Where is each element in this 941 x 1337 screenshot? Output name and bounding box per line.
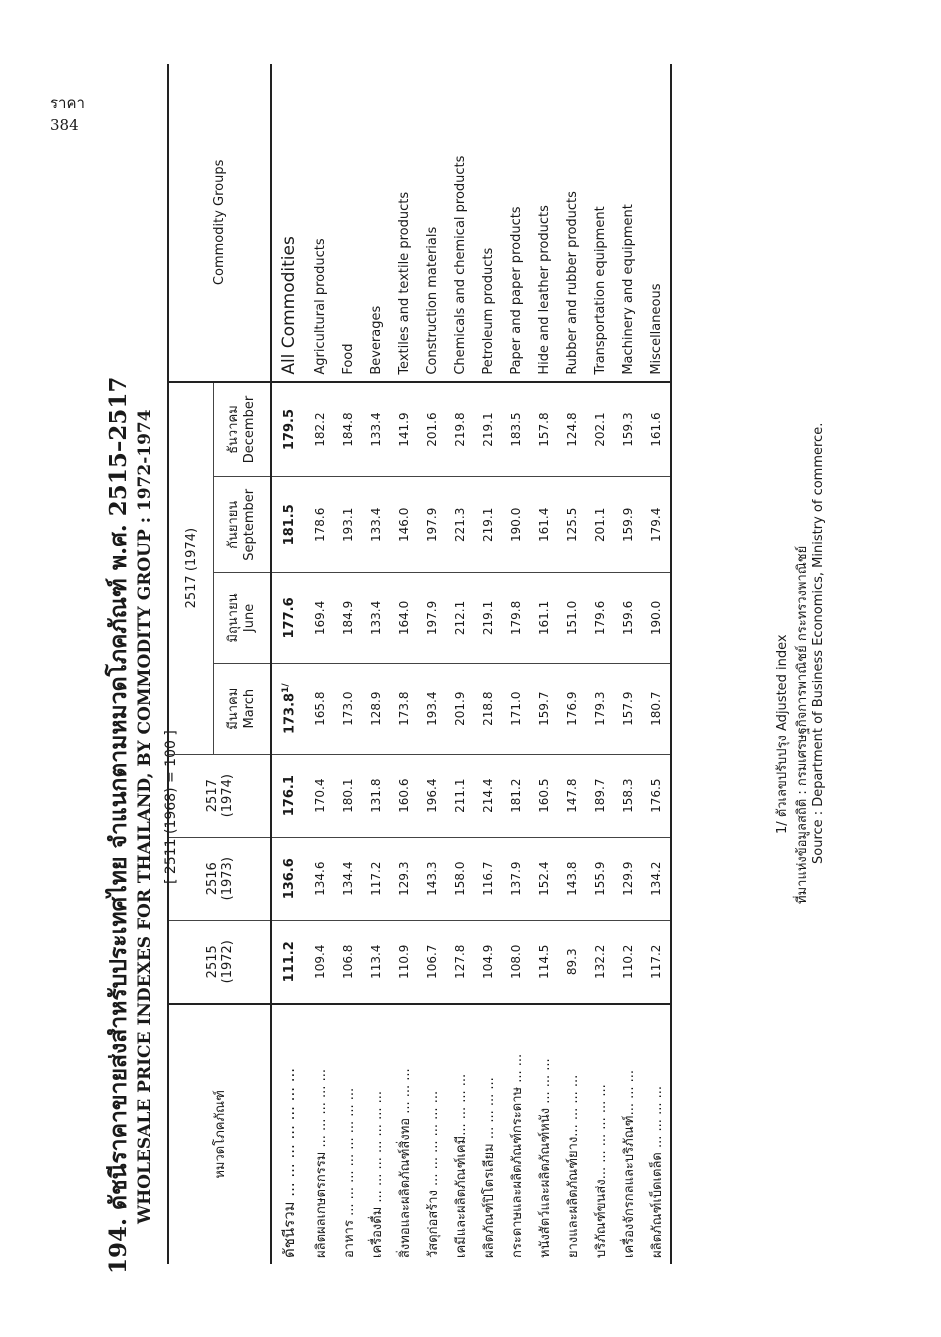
cell-2516: 143.3: [418, 837, 446, 920]
table-row: [446, 64, 474, 1264]
cell-2517: 214.4: [474, 754, 502, 837]
cell-september: 133.4: [362, 476, 390, 572]
cell-march: 157.9: [614, 663, 642, 754]
page-number: 384: [50, 116, 79, 134]
row-thai-name: กระดาษและผลิตภัณฑ์กระดาษ ... ...: [502, 1003, 530, 1263]
cell-2517: 170.4: [306, 754, 334, 837]
price-index-table: [167, 64, 672, 1264]
title-thai-text: ดัชนีราคาขายส่งสำหรับประเทศไทย จำแนกตามหมวดโภคภัณฑ์ พ.ศ. 2515–2517: [104, 376, 132, 1210]
cell-2517: 211.1: [446, 754, 474, 837]
cell-december: 157.8: [536, 411, 551, 447]
cell-2516: 134.6: [306, 837, 334, 920]
cell-2516: 116.7: [474, 837, 502, 920]
cell-march: 159.7: [530, 663, 558, 754]
cell-september: 197.9: [418, 476, 446, 572]
table-row: [586, 64, 614, 1264]
cell-2517: 160.5: [530, 754, 558, 837]
cell-2516: 129.3: [390, 837, 418, 920]
cell-september: 219.1: [474, 476, 502, 572]
cell-june: 179.8: [502, 572, 530, 663]
footnote-adjusted: 1/ ตัวเลขปรับปรุง Adjusted index: [774, 633, 790, 834]
cell-2515: 109.4: [306, 920, 334, 1004]
row-thai-name: ดัชนีรวม ... ... ... ... ... ... ...: [271, 1003, 306, 1263]
cell-2516: 136.6: [271, 837, 306, 920]
header-2517-quarters: 2517 (1974): [168, 381, 214, 753]
rotated-table-page: [71, 34, 871, 1304]
cell-2517: 176.5: [642, 754, 671, 837]
cell-june: 164.0: [390, 572, 418, 663]
cell-2516: 143.8: [558, 837, 586, 920]
cell-march: 173.0: [334, 663, 362, 754]
row-english-name: Rubber and rubber products: [558, 64, 586, 382]
row-thai-name: ยางและผลิตภัณฑ์ยาง... ... ... ...: [558, 1003, 586, 1263]
row-thai-name: เครื่องจักรกลและบริภัณฑ์... ... ...: [614, 1003, 642, 1263]
title-english: WHOLESALE PRICE INDEXES FOR THAILAND, BY COMMODITY GROUP : 1972-1974: [134, 408, 155, 1224]
cell-june: 161.1: [530, 572, 558, 663]
cell-june: 169.4: [306, 572, 334, 663]
header-group-thai: หมวดโภคภัณฑ์: [168, 1003, 271, 1263]
cell-2517: 189.7: [586, 754, 614, 837]
row-english-name: Machinery and equipment: [614, 64, 642, 382]
row-english-name: Construction materials: [418, 64, 446, 382]
cell-september: 178.6: [306, 476, 334, 572]
cell-2517: 131.8: [362, 754, 390, 837]
header-december: ธันวาคม December: [225, 395, 257, 463]
cell-2515: 106.7: [418, 920, 446, 1004]
table-row: [418, 64, 446, 1264]
cell-2517: 160.6: [390, 754, 418, 837]
row-thai-name: วัสดุก่อสร้าง ... ... ... ... ... ...: [418, 1003, 446, 1263]
cell-march: $173.8^{1/}$: [271, 663, 306, 754]
cell-2516: 129.9: [614, 837, 642, 920]
row-english-name: Hide and leather products: [530, 64, 558, 382]
table-row: [474, 64, 502, 1264]
cell-2516: 137.9: [502, 837, 530, 920]
row-english-name: Paper and paper products: [502, 64, 530, 382]
source-thai: ที่มาแห่งข้อมูลสถิติ : กรมเศรษฐกิจการพาณิชย์ กระทรวงพาณิชย์: [794, 545, 810, 904]
table-row: [362, 64, 390, 1264]
cell-june: 190.0: [642, 572, 671, 663]
cell-2515: 106.8: [334, 920, 362, 1004]
cell-june: 212.1: [446, 572, 474, 663]
cell-march: 165.8: [306, 663, 334, 754]
cell-september: 179.4: [642, 476, 671, 572]
header-march: มีนาคม March: [213, 663, 271, 754]
cell-2516: 134.4: [334, 837, 362, 920]
row-thai-name: บริภัณฑ์ขนส่ง... ... ... ... ... ...: [586, 1003, 614, 1263]
cell-march: 180.7: [642, 663, 671, 754]
cell-december: 133.4: [368, 411, 383, 447]
row-thai-name: อาหาร ... ... ... ... ... ... ... ...: [334, 1003, 362, 1263]
cell-september: 125.5: [558, 476, 586, 572]
row-english-name: Beverages: [362, 64, 390, 382]
cell-march: 176.9: [558, 663, 586, 754]
cell-december: 219.1: [480, 411, 495, 447]
cell-2517: 196.4: [418, 754, 446, 837]
cell-2515: 89.3: [558, 920, 586, 1004]
table-row: [614, 64, 642, 1264]
cell-2515: 111.2: [271, 920, 306, 1004]
table-row: [530, 64, 558, 1264]
cell-march: 171.0: [502, 663, 530, 754]
cell-september: 161.4: [530, 476, 558, 572]
cell-december: 183.5: [508, 411, 523, 447]
row-thai-name: ผลิตภัณฑ์ปิโตรเลียม ... ... ... ...: [474, 1003, 502, 1263]
cell-june: 179.6: [586, 572, 614, 663]
table-row: [642, 64, 671, 1264]
row-english-name: All Commodities: [271, 64, 306, 382]
table-row: [306, 64, 334, 1264]
cell-2516: 117.2: [362, 837, 390, 920]
cell-december: 201.6: [424, 411, 439, 447]
row-english-name: Agricultural products: [306, 64, 334, 382]
table-row: [334, 64, 362, 1264]
table-row: [502, 64, 530, 1264]
row-english-name: Chemicals and chemical products: [446, 64, 474, 382]
cell-december: 141.9: [396, 411, 411, 447]
row-english-name: Food: [334, 64, 362, 382]
cell-september: 159.9: [614, 476, 642, 572]
cell-june: 219.1: [474, 572, 502, 663]
cell-2517: 180.1: [334, 754, 362, 837]
cell-december: 159.3: [620, 411, 635, 447]
cell-2517: 181.2: [502, 754, 530, 837]
cell-2515: 113.4: [362, 920, 390, 1004]
cell-september: 181.5: [271, 476, 306, 572]
cell-2515: 104.9: [474, 920, 502, 1004]
row-english-name: Transportation equipment: [586, 64, 614, 382]
header-june: มิถุนายน June: [213, 572, 271, 663]
cell-september: 193.1: [334, 476, 362, 572]
row-english-name: Petroleum products: [474, 64, 502, 382]
table-row: [558, 64, 586, 1264]
cell-2516: 155.9: [586, 837, 614, 920]
cell-december: 219.8: [452, 411, 467, 447]
row-thai-name: เคมีและผลิตภัณฑ์เคมี... ... ... ...: [446, 1003, 474, 1263]
cell-2515: 110.2: [614, 920, 642, 1004]
row-thai-name: ผลิตภัณฑ์เบ็ดเตล็ด ... ... ... ...: [642, 1003, 671, 1263]
cell-2517: 158.3: [614, 754, 642, 837]
row-thai-name: สิ่งทอและผลิตภัณฑ์สิ่งทอ ... ... ...: [390, 1003, 418, 1263]
cell-2517: 147.8: [558, 754, 586, 837]
cell-2517: 176.1: [271, 754, 306, 837]
cell-2516: 134.2: [642, 837, 671, 920]
base-year: [ 2511 (1968) = 100 ]: [162, 729, 179, 884]
title-thai: [101, 376, 137, 1273]
header-group-english: Commodity Groups: [168, 64, 271, 382]
cell-2515: 117.2: [642, 920, 671, 1004]
cell-2515: 127.8: [446, 920, 474, 1004]
row-thai-name: เครื่องดื่ม ... ... ... ... ... ... ...: [362, 1003, 390, 1263]
cell-march: 218.8: [474, 663, 502, 754]
cell-december: 182.2: [312, 411, 327, 447]
cell-june: 151.0: [558, 572, 586, 663]
cell-march: 193.4: [418, 663, 446, 754]
header-2517: 2517 (1974): [168, 754, 271, 837]
cell-march: 128.9: [362, 663, 390, 754]
page-category: ราคา: [50, 94, 85, 112]
cell-december: 124.8: [564, 411, 579, 447]
cell-june: 177.6: [271, 572, 306, 663]
table-number: 194.: [104, 1217, 132, 1274]
cell-september: 201.1: [586, 476, 614, 572]
cell-2516: 158.0: [446, 837, 474, 920]
table-body: [271, 64, 671, 1264]
cell-2515: 114.5: [530, 920, 558, 1004]
cell-december: 179.5: [271, 381, 306, 476]
cell-september: 146.0: [390, 476, 418, 572]
header-2515: 2515 (1972): [168, 920, 271, 1004]
row-thai-name: หนังสัตว์และผลิตภัณฑ์หนัง ... ... ...: [530, 1003, 558, 1263]
cell-september: 190.0: [502, 476, 530, 572]
cell-2515: 110.9: [390, 920, 418, 1004]
adjusted-footnote-mark: 1/: [280, 682, 291, 693]
header-september: กันยายน September: [213, 476, 271, 572]
row-english-name: Textiles and textile products: [390, 64, 418, 382]
cell-march: 179.3: [586, 663, 614, 754]
cell-june: 159.6: [614, 572, 642, 663]
cell-2515: 108.0: [502, 920, 530, 1004]
cell-december: 184.8: [340, 411, 355, 447]
cell-december: 161.6: [648, 411, 663, 447]
cell-2516: 152.4: [530, 837, 558, 920]
header-2516: 2516 (1973): [168, 837, 271, 920]
source-english: Source : Department of Business Economics, Ministry of commerce.: [810, 422, 826, 864]
table-row: [271, 64, 306, 1264]
cell-june: 184.9: [334, 572, 362, 663]
cell-2515: 132.2: [586, 920, 614, 1004]
table-row: [390, 64, 418, 1264]
row-thai-name: ผลิตผลเกษตรกรรม ... ... ... ... ...: [306, 1003, 334, 1263]
cell-june: 197.9: [418, 572, 446, 663]
cell-march: 201.9: [446, 663, 474, 754]
cell-march: 173.8: [390, 663, 418, 754]
cell-june: 133.4: [362, 572, 390, 663]
row-english-name: Miscellaneous: [642, 64, 671, 382]
cell-december: 202.1: [592, 411, 607, 447]
cell-september: 221.3: [446, 476, 474, 572]
